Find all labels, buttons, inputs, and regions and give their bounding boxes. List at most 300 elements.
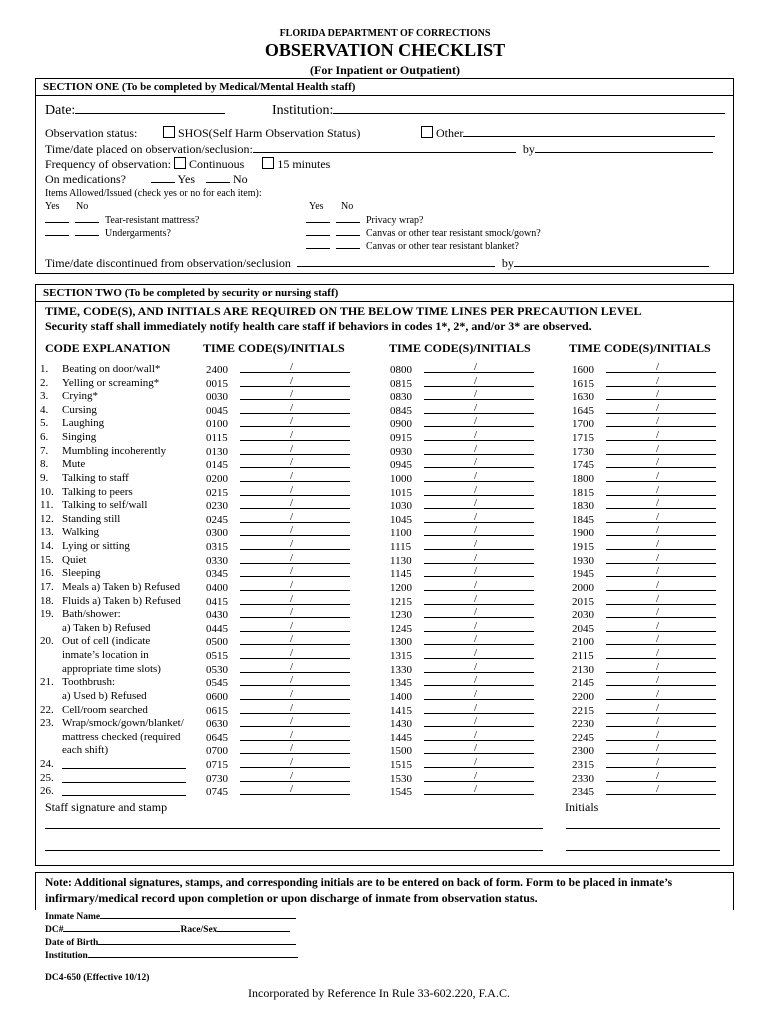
fifteen-minutes-checkbox[interactable] bbox=[262, 157, 274, 169]
code-initials-field[interactable] bbox=[424, 390, 534, 400]
code-initials-field[interactable] bbox=[606, 701, 716, 714]
item-label: Undergarments? bbox=[105, 228, 171, 239]
time-slot-row bbox=[390, 785, 534, 799]
time-slot-row bbox=[390, 635, 534, 649]
code-initials-field[interactable] bbox=[424, 442, 534, 455]
signature-line[interactable] bbox=[45, 828, 543, 829]
slash-separator: / bbox=[656, 769, 660, 782]
code-number: 17. bbox=[40, 580, 54, 593]
code-text: Bath/shower: bbox=[62, 608, 121, 621]
time-slot-row bbox=[572, 431, 716, 445]
code-text: Laughing bbox=[62, 417, 105, 430]
slash-separator: / bbox=[656, 524, 660, 537]
time-header-col1: TIME CODE(S)/INITIALS bbox=[203, 341, 345, 355]
slash-separator: / bbox=[290, 429, 294, 442]
time-value: 0545 bbox=[206, 677, 228, 690]
slash-separator: / bbox=[290, 361, 294, 373]
time-slot-row bbox=[206, 728, 350, 745]
code-initials-field[interactable] bbox=[240, 499, 350, 509]
code-initials-field[interactable] bbox=[240, 390, 350, 400]
code-initials-field[interactable] bbox=[240, 510, 350, 523]
time-value: 2230 bbox=[572, 718, 594, 731]
code-initials-field[interactable] bbox=[606, 458, 716, 468]
race-sex-label: Race/Sex bbox=[180, 925, 218, 935]
time-value: 1100 bbox=[390, 527, 412, 540]
time-value: 0500 bbox=[206, 636, 228, 649]
slash-separator: / bbox=[656, 483, 660, 496]
code-initials-field[interactable] bbox=[606, 401, 716, 414]
other-checkbox[interactable] bbox=[421, 126, 433, 138]
slash-separator: / bbox=[290, 388, 294, 401]
code-initials-field[interactable] bbox=[240, 374, 350, 387]
time-value: 2100 bbox=[572, 636, 594, 649]
time-slot-row bbox=[390, 567, 534, 581]
time-value: 1145 bbox=[390, 568, 412, 581]
time-slot-row bbox=[390, 469, 534, 486]
code-initials-field[interactable] bbox=[424, 526, 534, 536]
date-row bbox=[45, 103, 225, 119]
code-initials-field[interactable] bbox=[606, 431, 716, 441]
time-slot-row bbox=[390, 431, 534, 445]
time-value: 0830 bbox=[390, 391, 412, 404]
time-slot-row bbox=[206, 526, 350, 540]
slash-separator: / bbox=[474, 592, 478, 605]
code-initials-field[interactable] bbox=[606, 592, 716, 605]
code-initials-field[interactable] bbox=[606, 717, 716, 727]
code-initials-field[interactable] bbox=[240, 417, 350, 427]
code-number: 6. bbox=[40, 431, 49, 444]
code-initials-field[interactable] bbox=[424, 701, 534, 714]
inmate-name-field[interactable] bbox=[100, 918, 296, 919]
time-slot-row bbox=[572, 510, 716, 527]
placed-by-label: by bbox=[522, 142, 535, 156]
code-initials-field[interactable] bbox=[424, 785, 534, 795]
code-initials-field[interactable] bbox=[240, 567, 350, 577]
code-initials-field[interactable] bbox=[424, 592, 534, 605]
code-text: Cursing bbox=[62, 403, 97, 416]
time-slot-row bbox=[390, 592, 534, 609]
time-slot-row bbox=[572, 701, 716, 718]
slash-separator: / bbox=[474, 660, 478, 673]
code-initials-field[interactable] bbox=[240, 660, 350, 673]
code-initials-field[interactable] bbox=[606, 510, 716, 523]
medications-no-field[interactable] bbox=[206, 182, 230, 183]
initials-line[interactable] bbox=[566, 828, 720, 829]
code-initials-field[interactable] bbox=[424, 578, 534, 591]
time-slot-row bbox=[206, 363, 350, 377]
code-number: 4. bbox=[40, 403, 49, 416]
time-slot-row bbox=[572, 785, 716, 799]
shos-label: SHOS(Self Harm Observation Status) bbox=[178, 126, 361, 140]
code-text: Fluids a) Taken b) Refused bbox=[62, 594, 181, 607]
code-initials-field[interactable] bbox=[606, 608, 716, 618]
code-initials-field[interactable] bbox=[606, 744, 716, 754]
code-text: Meals a) Taken b) Refused bbox=[62, 580, 181, 593]
code-number: 21. bbox=[40, 676, 54, 689]
time-slot-row bbox=[390, 401, 534, 418]
slash-separator: / bbox=[656, 742, 660, 755]
code-initials-field[interactable] bbox=[606, 728, 716, 741]
code-initials-field[interactable] bbox=[606, 769, 716, 782]
code-initials-field[interactable] bbox=[240, 717, 350, 727]
slash-separator: / bbox=[656, 619, 660, 632]
time-slot-row bbox=[390, 458, 534, 472]
code-initials-field[interactable] bbox=[424, 744, 534, 754]
slash-separator: / bbox=[474, 456, 478, 469]
items-yes-header-right: Yes bbox=[309, 201, 324, 212]
code-initials-field[interactable] bbox=[424, 687, 534, 700]
code-initials-field[interactable] bbox=[424, 469, 534, 482]
code-text: Lying or sitting bbox=[62, 540, 130, 553]
code-initials-field[interactable] bbox=[424, 551, 534, 564]
code-number: 26. bbox=[40, 785, 54, 798]
time-value: 2315 bbox=[572, 758, 594, 771]
time-slot-row bbox=[572, 619, 716, 636]
item-label: Privacy wrap? bbox=[366, 215, 424, 226]
item-yes-field[interactable] bbox=[306, 222, 330, 223]
other-option bbox=[421, 126, 715, 141]
custom-code-field[interactable] bbox=[62, 772, 186, 783]
other-field[interactable] bbox=[463, 136, 715, 137]
time-value: 2045 bbox=[572, 622, 594, 635]
code-initials-field[interactable] bbox=[606, 687, 716, 700]
code-text: Talking to self/wall bbox=[62, 499, 148, 512]
code-initials-field[interactable] bbox=[424, 567, 534, 577]
signature-line[interactable] bbox=[45, 850, 543, 851]
slash-separator: / bbox=[656, 592, 660, 605]
code-text: Sleeping bbox=[62, 567, 101, 580]
time-value: 1715 bbox=[572, 432, 594, 445]
code-initials-field[interactable] bbox=[240, 728, 350, 741]
code-text: mattress checked (required bbox=[62, 730, 181, 743]
code-initials-field[interactable] bbox=[606, 499, 716, 509]
slash-separator: / bbox=[290, 728, 294, 741]
time-value: 1300 bbox=[390, 636, 412, 649]
time-value: 1645 bbox=[572, 404, 594, 417]
code-text: inmate’s location in bbox=[62, 649, 149, 662]
date-of-birth-field[interactable] bbox=[98, 944, 296, 945]
code-initials-field[interactable] bbox=[424, 458, 534, 468]
code-initials-field[interactable] bbox=[606, 619, 716, 632]
time-value: 1945 bbox=[572, 568, 594, 581]
custom-code-field[interactable] bbox=[62, 758, 186, 769]
time-placed-field[interactable] bbox=[253, 152, 516, 153]
time-value: 1515 bbox=[390, 758, 412, 771]
time-value: 0800 bbox=[390, 364, 412, 376]
code-initials-field[interactable] bbox=[240, 785, 350, 795]
time-slot-row bbox=[390, 363, 534, 377]
code-initials-field[interactable] bbox=[606, 755, 716, 768]
slash-separator: / bbox=[290, 769, 294, 782]
code-initials-field[interactable] bbox=[606, 785, 716, 795]
code-initials-field[interactable] bbox=[424, 431, 534, 441]
time-value: 0700 bbox=[206, 745, 228, 758]
item-no-field[interactable] bbox=[75, 235, 99, 236]
time-slot-row bbox=[390, 701, 534, 718]
custom-code-field[interactable] bbox=[62, 785, 186, 796]
code-initials-field[interactable] bbox=[606, 374, 716, 387]
item-yes-field[interactable] bbox=[306, 248, 330, 249]
time-value: 1630 bbox=[572, 391, 594, 404]
code-number: 3. bbox=[40, 390, 49, 403]
code-initials-field[interactable] bbox=[240, 592, 350, 605]
code-text: Standing still bbox=[62, 512, 121, 525]
slash-separator: / bbox=[290, 374, 294, 387]
slash-separator: / bbox=[290, 415, 294, 428]
code-initials-field[interactable] bbox=[424, 417, 534, 427]
code-initials-field[interactable] bbox=[424, 540, 534, 550]
code-initials-field[interactable] bbox=[240, 744, 350, 754]
code-initials-field[interactable] bbox=[606, 469, 716, 482]
items-no-header-right: No bbox=[341, 201, 354, 212]
slash-separator: / bbox=[474, 415, 478, 428]
item-no-field[interactable] bbox=[75, 222, 99, 223]
code-text: Crying* bbox=[62, 390, 99, 403]
time-value: 0300 bbox=[206, 527, 228, 540]
slash-separator: / bbox=[474, 755, 478, 768]
code-initials-field[interactable] bbox=[424, 374, 534, 387]
time-value: 1415 bbox=[390, 704, 412, 717]
code-initials-field[interactable] bbox=[606, 390, 716, 400]
code-number: 14. bbox=[40, 540, 54, 553]
code-initials-field[interactable] bbox=[424, 499, 534, 509]
dc-number-field[interactable] bbox=[63, 931, 180, 932]
inmate-institution-field[interactable] bbox=[88, 957, 298, 958]
time-slot-row bbox=[206, 592, 350, 609]
frequency-row bbox=[45, 157, 330, 172]
item-yes-field[interactable] bbox=[45, 222, 69, 223]
code-initials-field[interactable] bbox=[424, 660, 534, 673]
code-number: 20. bbox=[40, 635, 54, 648]
time-slot-row bbox=[390, 499, 534, 513]
code-initials-field[interactable] bbox=[240, 469, 350, 482]
code-initials-field[interactable] bbox=[240, 608, 350, 618]
time-value: 0730 bbox=[206, 772, 228, 785]
code-initials-field[interactable] bbox=[606, 442, 716, 455]
time-value: 1400 bbox=[390, 690, 412, 703]
code-initials-field[interactable] bbox=[424, 483, 534, 496]
slash-separator: / bbox=[474, 647, 478, 660]
time-value: 0130 bbox=[206, 445, 228, 458]
time-value: 0715 bbox=[206, 758, 228, 771]
time-value: 0645 bbox=[206, 731, 228, 744]
item-label: Tear-resistant mattress? bbox=[105, 215, 200, 226]
code-initials-field[interactable] bbox=[240, 755, 350, 768]
time-slot-row bbox=[572, 499, 716, 513]
race-sex-field[interactable] bbox=[217, 931, 290, 932]
time-value: 1815 bbox=[572, 486, 594, 499]
code-initials-field[interactable] bbox=[606, 660, 716, 673]
item-no-field[interactable] bbox=[336, 248, 360, 249]
medications-row bbox=[45, 172, 248, 187]
code-initials-field[interactable] bbox=[240, 635, 350, 645]
discontinued-by-field[interactable] bbox=[514, 266, 709, 267]
slash-separator: / bbox=[290, 497, 294, 510]
code-initials-field[interactable] bbox=[424, 755, 534, 768]
slash-separator: / bbox=[656, 783, 660, 796]
code-initials-field[interactable] bbox=[240, 363, 350, 373]
slash-separator: / bbox=[656, 715, 660, 728]
time-header-col3: TIME CODE(S)/INITIALS bbox=[569, 341, 711, 355]
time-slot-row bbox=[206, 390, 350, 404]
code-initials-field[interactable] bbox=[240, 676, 350, 686]
code-initials-field[interactable] bbox=[424, 619, 534, 632]
code-initials-field[interactable] bbox=[606, 649, 716, 659]
slash-separator: / bbox=[474, 483, 478, 496]
code-initials-field[interactable] bbox=[424, 769, 534, 782]
time-slot-row bbox=[206, 755, 350, 772]
institution-row bbox=[272, 103, 725, 119]
continuous-checkbox[interactable] bbox=[174, 157, 186, 169]
code-initials-field[interactable] bbox=[240, 526, 350, 536]
code-initials-field[interactable] bbox=[240, 458, 350, 468]
placed-by-field[interactable] bbox=[535, 152, 713, 153]
code-explanation-header: CODE EXPLANATION bbox=[45, 341, 171, 355]
code-initials-field[interactable] bbox=[240, 431, 350, 441]
time-value: 0115 bbox=[206, 432, 228, 445]
item-mattress bbox=[45, 215, 199, 226]
code-initials-field[interactable] bbox=[606, 540, 716, 550]
code-initials-field[interactable] bbox=[424, 676, 534, 686]
time-slot-row bbox=[206, 649, 350, 663]
code-initials-field[interactable] bbox=[240, 701, 350, 714]
code-initials-field[interactable] bbox=[424, 649, 534, 659]
code-initials-field[interactable] bbox=[240, 540, 350, 550]
time-value: 0515 bbox=[206, 650, 228, 663]
initials-line[interactable] bbox=[566, 850, 720, 851]
code-initials-field[interactable] bbox=[424, 401, 534, 414]
slash-separator: / bbox=[474, 701, 478, 714]
item-yes-field[interactable] bbox=[306, 235, 330, 236]
slash-separator: / bbox=[656, 361, 660, 373]
time-value: 2400 bbox=[206, 364, 228, 376]
time-discontinued-field[interactable] bbox=[297, 266, 495, 267]
time-value: 0330 bbox=[206, 554, 228, 567]
time-slot-row bbox=[572, 649, 716, 663]
item-yes-field[interactable] bbox=[45, 235, 69, 236]
code-initials-field[interactable] bbox=[240, 687, 350, 700]
code-initials-field[interactable] bbox=[240, 769, 350, 782]
item-blanket bbox=[306, 241, 519, 252]
slash-separator: / bbox=[656, 606, 660, 619]
time-value: 0615 bbox=[206, 704, 228, 717]
code-initials-field[interactable] bbox=[606, 567, 716, 577]
time-slot-row bbox=[390, 717, 534, 731]
slash-separator: / bbox=[656, 647, 660, 660]
code-text: Beating on door/wall* bbox=[62, 363, 161, 375]
time-value: 0900 bbox=[390, 418, 412, 431]
time-value: 0415 bbox=[206, 595, 228, 608]
code-initials-field[interactable] bbox=[240, 401, 350, 414]
code-initials-field[interactable] bbox=[240, 578, 350, 591]
code-initials-field[interactable] bbox=[240, 483, 350, 496]
code-initials-field[interactable] bbox=[606, 483, 716, 496]
slash-separator: / bbox=[290, 606, 294, 619]
slash-separator: / bbox=[290, 633, 294, 646]
code-number: 12. bbox=[40, 512, 54, 525]
time-slot-row bbox=[206, 619, 350, 636]
item-no-field[interactable] bbox=[336, 222, 360, 223]
medications-no-label: No bbox=[233, 172, 248, 186]
time-value: 1000 bbox=[390, 472, 412, 485]
time-value: 0930 bbox=[390, 445, 412, 458]
time-slot-row bbox=[572, 540, 716, 554]
slash-separator: / bbox=[474, 633, 478, 646]
inmate-institution-label: Institution bbox=[45, 951, 88, 961]
slash-separator: / bbox=[656, 538, 660, 551]
code-initials-field[interactable] bbox=[606, 676, 716, 686]
code-text: Mumbling incoherently bbox=[62, 444, 167, 457]
code-initials-field[interactable] bbox=[424, 363, 534, 373]
code-text: Cell/room searched bbox=[62, 703, 148, 716]
time-value: 1130 bbox=[390, 554, 412, 567]
time-slot-row bbox=[390, 728, 534, 745]
time-slot-row bbox=[572, 728, 716, 745]
time-slot-row bbox=[572, 526, 716, 540]
code-initials-field[interactable] bbox=[606, 417, 716, 427]
code-initials-field[interactable] bbox=[240, 649, 350, 659]
code-initials-field[interactable] bbox=[424, 608, 534, 618]
code-initials-field[interactable] bbox=[606, 526, 716, 536]
time-value: 0345 bbox=[206, 568, 228, 581]
code-text: Out of cell (indicate bbox=[62, 635, 151, 648]
code-text: a) Used b) Refused bbox=[62, 689, 147, 702]
code-initials-field[interactable] bbox=[240, 442, 350, 455]
code-initials-field[interactable] bbox=[606, 363, 716, 373]
code-initials-field[interactable] bbox=[424, 635, 534, 645]
code-initials-field[interactable] bbox=[606, 551, 716, 564]
item-undergarments bbox=[45, 228, 171, 239]
medications-yes-field[interactable] bbox=[151, 182, 175, 183]
time-value: 1215 bbox=[390, 595, 412, 608]
slash-separator: / bbox=[290, 715, 294, 728]
slash-separator: / bbox=[656, 633, 660, 646]
code-initials-field[interactable] bbox=[240, 551, 350, 564]
code-number: 11. bbox=[40, 499, 54, 512]
slash-separator: / bbox=[656, 578, 660, 591]
time-slot-row bbox=[390, 540, 534, 554]
code-initials-field[interactable] bbox=[424, 728, 534, 741]
time-slot-row bbox=[572, 442, 716, 459]
section-two-notice: TIME, CODE(S), AND INITIALS ARE REQUIRED ON THE BELOW TIME LINES PER PRECAUTION LEVEL bbox=[45, 304, 642, 318]
time-slot-row bbox=[206, 687, 350, 704]
date-label: Date: bbox=[45, 103, 76, 118]
code-initials-field[interactable] bbox=[424, 717, 534, 727]
slash-separator: / bbox=[290, 469, 294, 482]
slash-separator: / bbox=[656, 660, 660, 673]
note-line-1: Note: Additional signatures, stamps, and corresponding initials are to be entered on back of form. Form to be placed in inmate’s bbox=[45, 877, 673, 889]
code-initials-field[interactable] bbox=[606, 635, 716, 645]
code-number: 8. bbox=[40, 458, 49, 471]
shos-checkbox[interactable] bbox=[163, 126, 175, 138]
time-slot-row bbox=[390, 526, 534, 540]
slash-separator: / bbox=[474, 497, 478, 510]
date-field[interactable] bbox=[75, 113, 225, 114]
item-no-field[interactable] bbox=[336, 235, 360, 236]
item-label: Canvas or other tear resistant smock/gown? bbox=[366, 228, 541, 239]
initials-label: Initials bbox=[565, 800, 599, 814]
code-initials-field[interactable] bbox=[240, 619, 350, 632]
time-value: 2145 bbox=[572, 677, 594, 690]
institution-field[interactable] bbox=[333, 113, 725, 114]
code-initials-field[interactable] bbox=[424, 510, 534, 523]
time-value: 2015 bbox=[572, 595, 594, 608]
time-slot-row bbox=[206, 442, 350, 459]
time-value: 0015 bbox=[206, 377, 228, 390]
code-initials-field[interactable] bbox=[606, 578, 716, 591]
time-value: 2000 bbox=[572, 581, 594, 594]
time-slot-row bbox=[572, 567, 716, 581]
